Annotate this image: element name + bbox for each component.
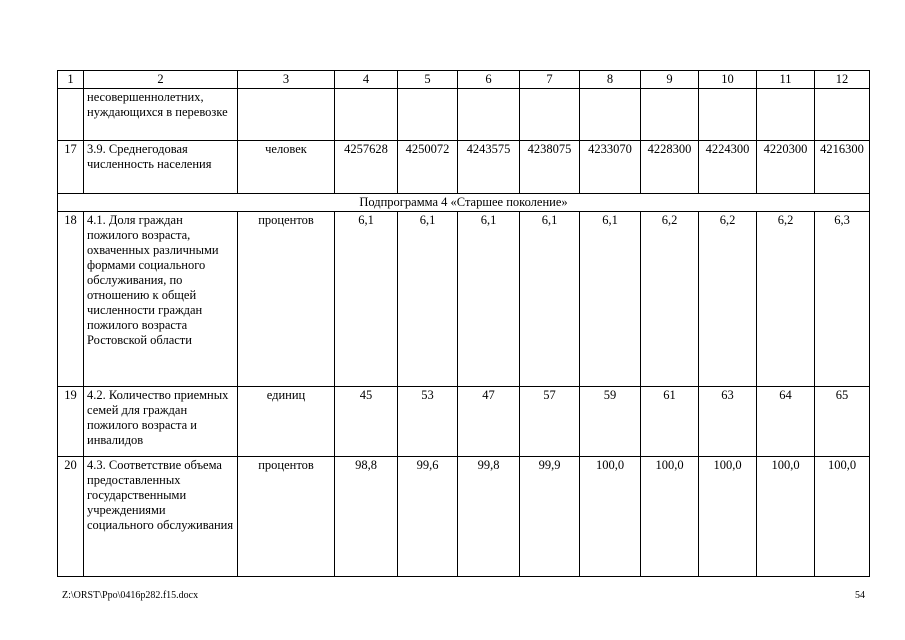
row-number-cell [58,89,84,141]
row-number-cell: 20 [58,457,84,577]
value-cell: 64 [757,387,815,457]
value-cell [520,89,580,141]
header-cell: 8 [580,71,641,89]
indicator-name-cell: 4.1. Доля граждан пожилого возраста, охваченных различными формами социального обслуживания, по отношению к общей численности граждан пожилого возраста Ростовской области [84,212,238,387]
value-cell: 47 [458,387,520,457]
header-cell: 1 [58,71,84,89]
value-cell: 6,1 [580,212,641,387]
header-cell: 5 [398,71,458,89]
indicator-name-cell: 4.2. Количество приемных семей для граждан пожилого возраста и инвалидов [84,387,238,457]
value-cell: 4216300 [815,141,870,194]
row-number-cell: 18 [58,212,84,387]
subprogram-row [58,194,870,212]
value-cell [641,89,699,141]
value-cell: 6,1 [335,212,398,387]
row-number-cell: 17 [58,141,84,194]
header-cell: 9 [641,71,699,89]
value-cell [580,89,641,141]
value-cell [815,89,870,141]
indicator-table [57,70,870,577]
value-cell: 100,0 [641,457,699,577]
unit-cell: единиц [238,387,335,457]
header-cell: 3 [238,71,335,89]
header-cell: 10 [699,71,757,89]
value-cell: 100,0 [757,457,815,577]
value-cell: 99,6 [398,457,458,577]
value-cell: 6,1 [398,212,458,387]
table-row [58,387,870,457]
unit-cell: процентов [238,457,335,577]
value-cell: 6,1 [458,212,520,387]
value-cell: 53 [398,387,458,457]
value-cell: 4224300 [699,141,757,194]
value-cell: 99,8 [458,457,520,577]
value-cell: 61 [641,387,699,457]
page-number: 54 [855,590,865,601]
value-cell: 6,2 [641,212,699,387]
header-row [58,71,870,89]
table-row [58,89,870,141]
file-path: Z:\ORST\Ppo\0416p282.f15.docx [62,590,199,601]
value-cell: 57 [520,387,580,457]
value-cell [335,89,398,141]
value-cell: 4250072 [398,141,458,194]
value-cell: 45 [335,387,398,457]
value-cell: 4233070 [580,141,641,194]
indicator-name-cell: 3.9. Среднегодовая численность населения [84,141,238,194]
value-cell [398,89,458,141]
row-number-cell: 19 [58,387,84,457]
value-cell: 98,8 [335,457,398,577]
header-cell: 4 [335,71,398,89]
value-cell: 6,1 [520,212,580,387]
value-cell: 4238075 [520,141,580,194]
value-cell: 6,2 [757,212,815,387]
indicator-name-cell: несовершеннолетних, нуждающихся в перевозке [84,89,238,141]
table-row [58,212,870,387]
value-cell: 4243575 [458,141,520,194]
subprogram-title: Подпрограмма 4 «Старшее поколение» [58,194,870,212]
header-cell: 6 [458,71,520,89]
value-cell: 65 [815,387,870,457]
value-cell: 100,0 [815,457,870,577]
value-cell: 99,9 [520,457,580,577]
unit-cell: процентов [238,212,335,387]
value-cell: 100,0 [699,457,757,577]
value-cell: 4220300 [757,141,815,194]
value-cell: 63 [699,387,757,457]
unit-cell: человек [238,141,335,194]
value-cell [458,89,520,141]
indicator-name-cell: 4.3. Соответствие объема предоставленных государственными учреждениями социального обслуживания [84,457,238,577]
table-row [58,141,870,194]
unit-cell [238,89,335,141]
header-cell: 7 [520,71,580,89]
value-cell: 4257628 [335,141,398,194]
value-cell: 4228300 [641,141,699,194]
value-cell [699,89,757,141]
header-cell: 11 [757,71,815,89]
value-cell: 100,0 [580,457,641,577]
table-row [58,457,870,577]
header-cell: 2 [84,71,238,89]
value-cell [757,89,815,141]
header-cell: 12 [815,71,870,89]
value-cell: 6,2 [699,212,757,387]
value-cell: 59 [580,387,641,457]
value-cell: 6,3 [815,212,870,387]
